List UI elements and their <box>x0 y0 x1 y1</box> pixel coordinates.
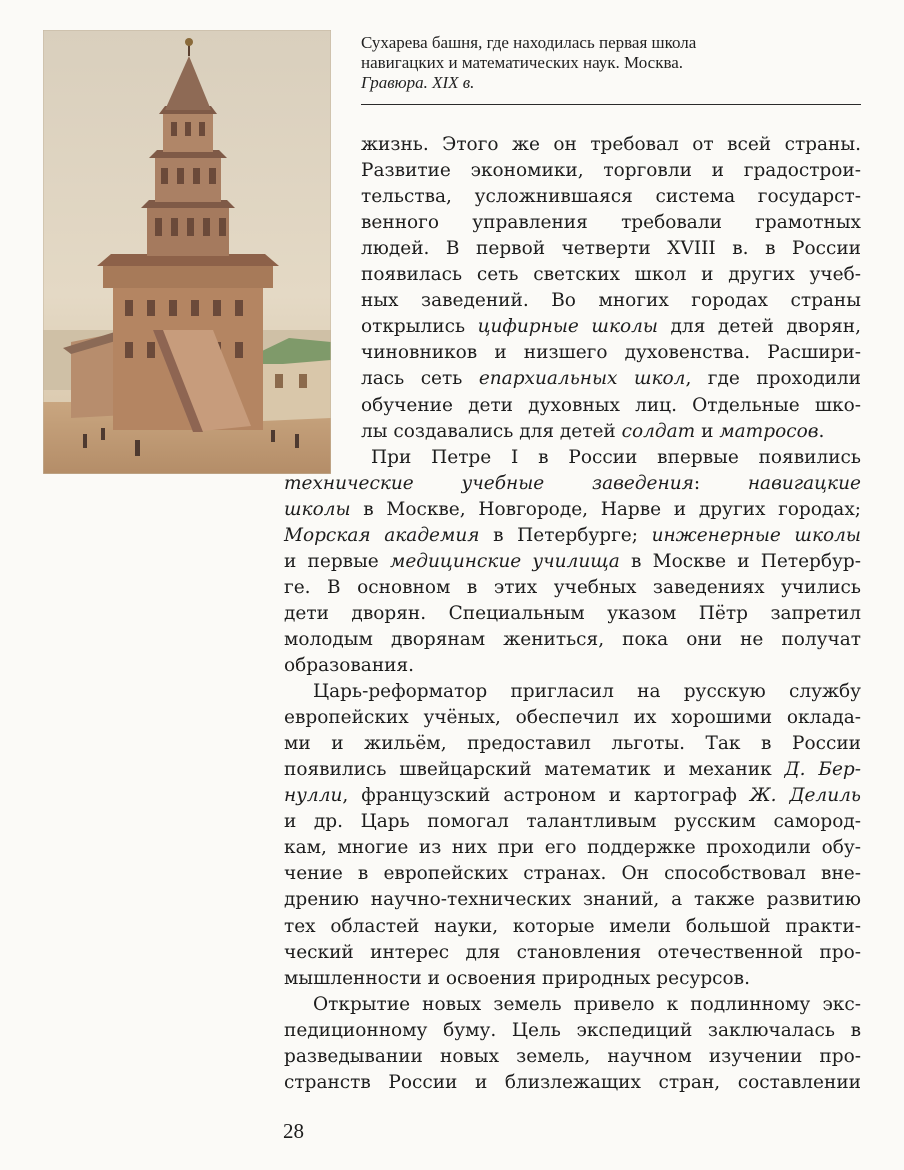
text-line <box>284 497 861 523</box>
text-line <box>361 262 861 288</box>
italic-term: цифирные школы <box>477 316 658 338</box>
text-line <box>361 132 861 158</box>
text-line <box>361 288 861 314</box>
italic-term: солдат <box>621 420 696 442</box>
text-line <box>361 236 861 262</box>
text-line <box>284 1044 861 1070</box>
italic-term: технические учебные заведения <box>284 472 694 494</box>
italic-term: Ж. Делиль <box>749 785 861 807</box>
text-line <box>284 835 861 861</box>
text-span: появилась сеть светских школ и других учеб- <box>361 264 861 286</box>
text-line <box>284 549 861 575</box>
text-line <box>284 705 861 731</box>
text-line <box>284 653 861 679</box>
text-span: венного управления требовали грамотных <box>361 212 861 234</box>
text-span: Открытие новых земель привело к подлинному экс- <box>313 993 861 1015</box>
text-span: Развитие экономики, торговли и градострои- <box>361 160 861 182</box>
text-line <box>284 887 861 913</box>
italic-term: епархиальных школ <box>478 368 686 390</box>
text-span: лась сеть <box>361 368 479 390</box>
text-line <box>284 940 861 966</box>
italic-term: матросов <box>719 420 819 442</box>
text-span: ге. В основном в этих учебных заведениях учились <box>284 576 861 598</box>
text-span: : <box>693 472 748 494</box>
italic-term: школы <box>284 498 351 520</box>
text-span: При Петре I в России впервые появились <box>371 446 861 468</box>
text-line <box>371 445 861 471</box>
text-line <box>361 184 861 210</box>
text-span: дрению научно-технических знаний, а также развитию <box>284 889 861 911</box>
text-span: и первые <box>284 550 390 572</box>
italic-term: навигацкие <box>747 472 861 494</box>
text-span: молодым дворянам жениться, пока они не получат <box>284 628 861 650</box>
text-span: и др. Царь помогал талантливым русским самород- <box>284 811 861 833</box>
text-line <box>361 393 861 419</box>
text-span: , французский астроном и картограф <box>342 785 750 807</box>
text-span: . <box>818 420 825 442</box>
text-line <box>284 1070 861 1096</box>
text-line <box>361 210 861 236</box>
text-line <box>284 914 861 940</box>
text-span: обучение дети духовных лиц. Отдельные шко- <box>361 394 861 416</box>
text-span: и <box>695 420 720 442</box>
text-span: чение в европейских странах. Он способствовал вне- <box>284 863 861 885</box>
text-line <box>284 1018 861 1044</box>
text-span: для детей дворян, <box>657 316 862 338</box>
text-span: ми и жильём, предоставил льготы. Так в России <box>284 733 861 755</box>
text-line <box>284 809 861 835</box>
text-line <box>284 575 861 601</box>
text-span: ческий интерес для становления отечественной про- <box>284 941 861 963</box>
text-line <box>313 679 861 705</box>
text-line <box>361 158 861 184</box>
text-line <box>284 966 861 992</box>
text-span: жизнь. Этого же он требовал от всей страны. <box>361 134 861 155</box>
text-span: разведывании новых земель, научном изучении про- <box>284 1045 861 1067</box>
text-span: образования. <box>284 655 415 676</box>
text-span: Царь-реформатор пригласил на русскую службу <box>313 681 861 703</box>
text-line <box>284 523 861 549</box>
text-line <box>284 471 861 497</box>
text-line <box>313 992 861 1018</box>
text-span: странств России и близлежащих стран, составлении <box>284 1071 861 1093</box>
text-span: кам, многие из них при его поддержке проходили обу- <box>284 837 861 859</box>
text-line <box>361 314 861 340</box>
text-span: в Москве, Новгороде, Нарве и других городах; <box>350 498 861 520</box>
italic-term: инженерные школы <box>651 524 861 546</box>
text-span: тельства, усложнившаяся система государст- <box>361 186 861 208</box>
text-span: чиновников и низшего духовенства. Расшири- <box>361 342 861 364</box>
text-span: ных заведений. Во многих городах страны <box>361 290 861 312</box>
text-span: лы создавались для детей <box>361 420 622 442</box>
text-span: педиционному буму. Цель экспедиций заключалась в <box>284 1019 861 1041</box>
text-span: в Москве и Петербур- <box>619 550 862 572</box>
text-line <box>284 783 861 809</box>
page-number: 28 <box>283 1119 304 1143</box>
text-span: людей. В первой четверти XVIII в. в России <box>361 238 861 260</box>
text-line <box>284 601 861 627</box>
italic-term: нулли <box>284 785 343 807</box>
text-span: дети дворян. Специальным указом Пётр запретил <box>284 602 861 624</box>
text-line <box>361 366 861 392</box>
caption-line: Сухарева башня, где находилась первая школа <box>361 33 697 52</box>
text-line <box>284 861 861 887</box>
text-line <box>284 731 861 757</box>
text-line <box>361 419 861 445</box>
italic-term: медицинские училища <box>389 550 620 572</box>
text-line <box>284 757 861 783</box>
text-span: , где проходили <box>685 368 862 390</box>
caption-line: навигацких и математических наук. Москва. <box>361 53 684 72</box>
text-span: европейских учёных, обеспечил их хорошими оклада- <box>284 707 861 729</box>
text-span: открылись <box>361 316 478 338</box>
text-line <box>361 340 861 366</box>
text-line <box>284 627 861 653</box>
text-span: появились швейцарский математик и механик <box>284 759 785 781</box>
italic-term: Д. Бер- <box>784 759 861 781</box>
text-span: мышленности и освоения природных ресурсов. <box>284 967 750 989</box>
caption-source: Гравюра. XIX в. <box>361 73 475 92</box>
italic-term: Морская академия <box>284 524 480 546</box>
text-span: в Петербурге; <box>479 524 652 546</box>
text-span: тех областей науки, которые имели большой практи- <box>284 915 861 937</box>
